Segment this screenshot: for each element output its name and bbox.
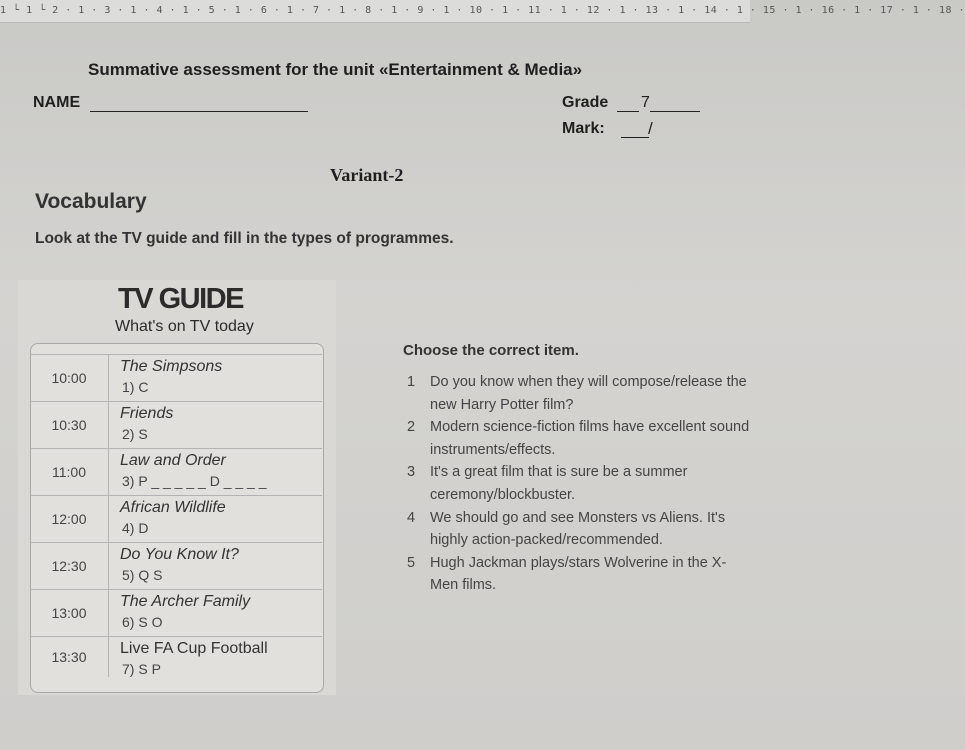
time-cell: 13:00 — [30, 590, 109, 636]
list-item — [405, 461, 750, 506]
item-number: 2 — [407, 419, 416, 436]
programme-type-blank: 6) S O — [122, 614, 163, 630]
table-row — [30, 401, 322, 448]
table-row — [30, 354, 322, 401]
mark-slash: / — [648, 119, 653, 138]
item-text: Hugh Jackman plays/stars Wolverine in the X-Men films. — [430, 554, 727, 594]
time-cell: 12:30 — [30, 543, 109, 589]
instruction-text: Look at the TV guide and fill in the types of programmes. — [35, 230, 454, 247]
ruler: 1 └ 1 └ 2 · 1 · 3 · 1 · 4 · 1 · 5 · 1 · 6 · 1 · 7 · 1 · 8 · 1 · 9 · 1 · 10 · 1 · 11 · 1 · 12 · 1 · 13 · 1 · 14 · 1 · 15 · 1 · 16 · 1 · 17 · 1 · 18 · — [0, 0, 750, 23]
item-text: Modern science-fiction films have excellent sound instruments/effects. — [430, 419, 750, 458]
programme-name: Do You Know It? — [120, 546, 239, 563]
table-row — [30, 589, 322, 636]
exercise-list — [405, 371, 750, 597]
tv-guide-title: TV GUIDE — [118, 283, 243, 315]
programme-type-blank: 5) Q S — [122, 567, 163, 583]
table-row — [30, 495, 322, 542]
item-number: 1 — [407, 374, 416, 390]
programme-type-blank: 7) S P — [122, 661, 161, 677]
programme-type-blank: 2) S — [122, 426, 148, 442]
name-blank — [90, 111, 308, 112]
programme-name: African Wildlife — [120, 499, 226, 516]
mark-blank — [621, 137, 649, 138]
item-text: Do you know when they will compose/release the new Harry Potter film? — [430, 374, 747, 413]
variant-label: Variant-2 — [330, 165, 404, 185]
section-heading: Vocabulary — [35, 190, 147, 213]
name-label: NAME — [33, 94, 81, 111]
programme-name: Friends — [120, 405, 174, 422]
table-row — [30, 542, 322, 589]
programme-type-blank: 3) P _ _ _ _ _ D _ _ _ _ — [122, 473, 267, 489]
list-item — [405, 507, 750, 552]
grade-blank-tail — [650, 111, 700, 112]
table-row — [30, 448, 322, 495]
grade-value: 7 — [641, 94, 650, 111]
programme-type-blank: 1) C — [122, 379, 149, 395]
list-item — [405, 552, 750, 597]
page-title: Summative assessment for the unit «Entertainment & Media» — [88, 60, 583, 79]
grade-label: Grade — [562, 94, 609, 111]
time-cell: 10:00 — [30, 355, 109, 401]
item-number: 3 — [407, 464, 416, 481]
item-number: 5 — [407, 554, 416, 571]
time-cell: 11:00 — [30, 449, 109, 495]
tv-guide-subtitle: What's on TV today — [115, 318, 254, 335]
time-cell: 12:00 — [30, 496, 109, 542]
time-cell: 10:30 — [30, 402, 109, 448]
list-item — [405, 416, 750, 461]
programme-name: Law and Order — [120, 452, 226, 469]
table-row — [30, 636, 322, 689]
mark-label: Mark: — [562, 120, 605, 137]
grade-blank — [617, 111, 639, 112]
time-cell: 13:30 — [30, 637, 109, 677]
programme-name: Live FA Cup Football — [120, 640, 268, 657]
programme-type-blank: 4) D — [122, 520, 149, 536]
list-item — [405, 371, 750, 416]
item-text: We should go and see Monsters vs Aliens. It's highly action-packed/recommended. — [430, 509, 726, 549]
exercise-heading: Choose the correct item. — [403, 342, 579, 359]
item-number: 4 — [407, 509, 416, 526]
programme-name: The Archer Family — [120, 593, 251, 610]
programme-name: The Simpsons — [120, 358, 223, 375]
item-text: It's a great film that is sure be a summer ceremony/blockbuster. — [430, 464, 688, 503]
